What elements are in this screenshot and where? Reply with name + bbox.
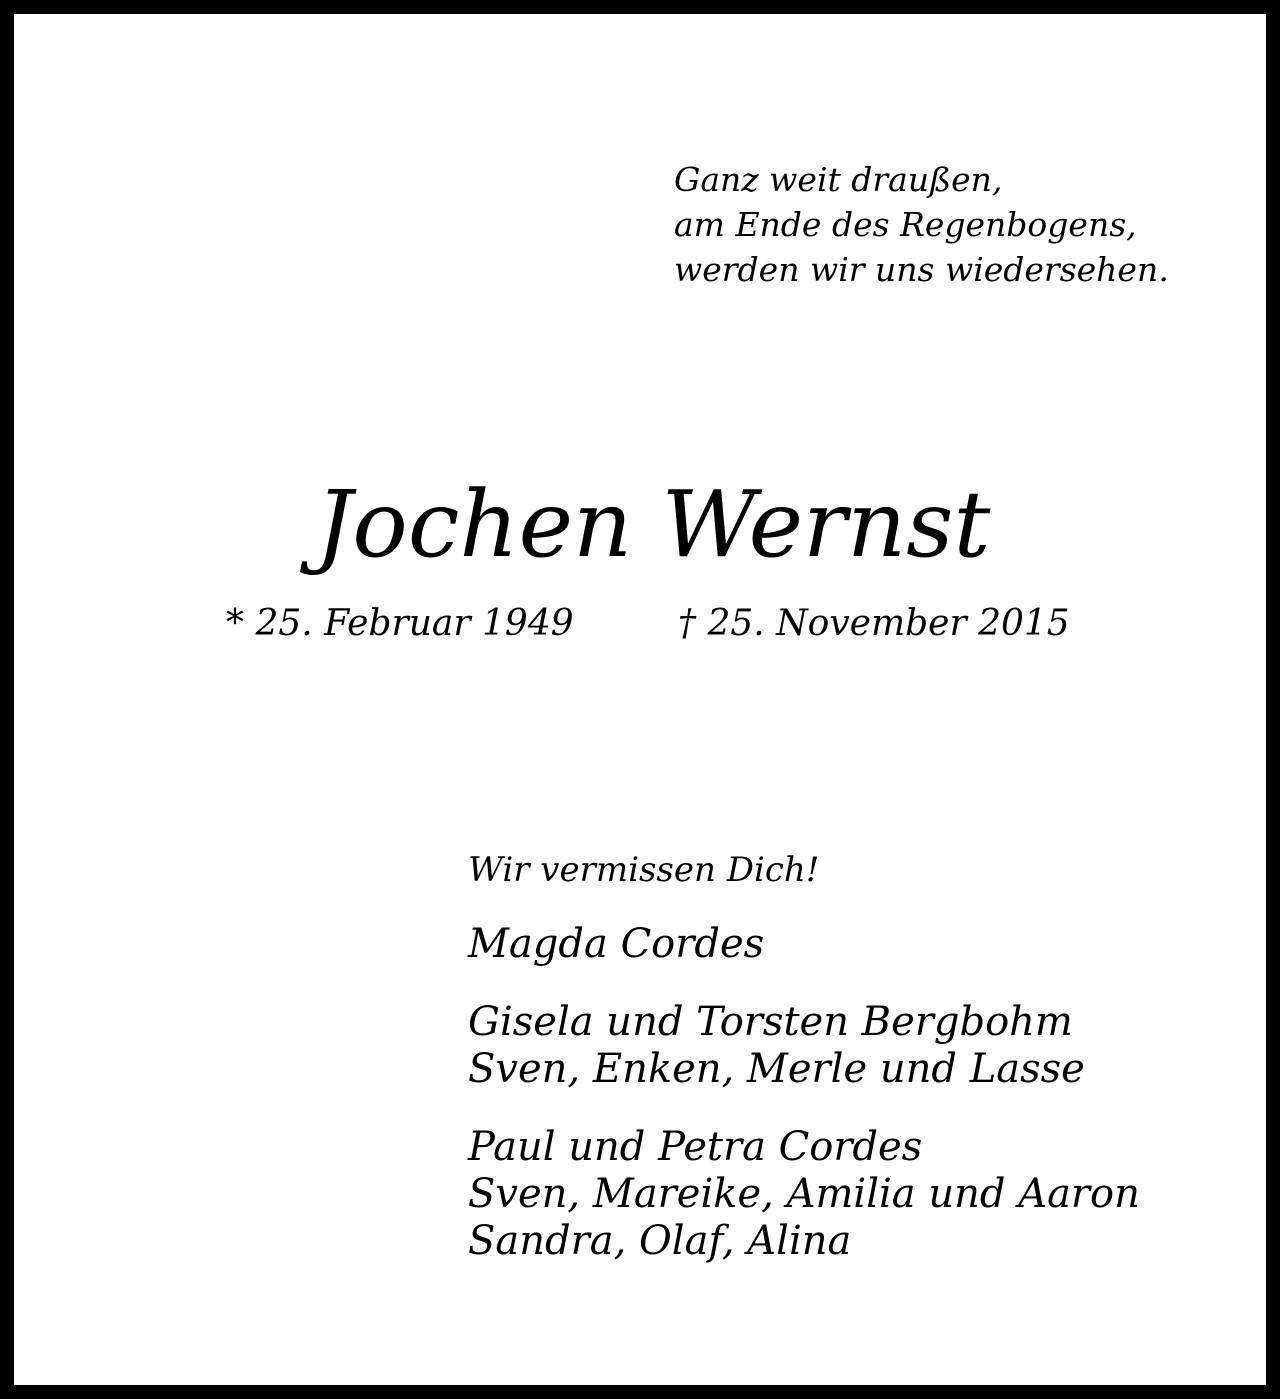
quote-line: werden wir uns wiedersehen. xyxy=(674,250,1169,289)
mourner-line: Gisela und Torsten Bergbohm xyxy=(468,999,1073,1045)
mourner-line: Magda Cordes xyxy=(468,921,765,967)
closing-phrase: Wir vermissen Dich! xyxy=(468,850,820,890)
quote-line: am Ende des Regenbogens, xyxy=(674,205,1137,244)
mourner-line: Sandra, Olaf, Alina xyxy=(468,1218,852,1264)
memorial-quote xyxy=(674,157,1169,292)
deceased-name: Jochen Wernst xyxy=(315,471,991,578)
quote-line: Ganz weit draußen, xyxy=(674,160,1003,199)
deceased-name-block xyxy=(14,470,1280,580)
mourner-line: Sven, Enken, Merle und Lasse xyxy=(468,1046,1085,1092)
birth-date: * 25. Februar 1949 xyxy=(226,603,574,644)
mourner-line: Paul und Petra Cordes xyxy=(468,1124,923,1170)
mourner-line: Sven, Mareike, Amilia und Aaron xyxy=(468,1171,1140,1217)
death-date: † 25. November 2015 xyxy=(678,603,1070,644)
